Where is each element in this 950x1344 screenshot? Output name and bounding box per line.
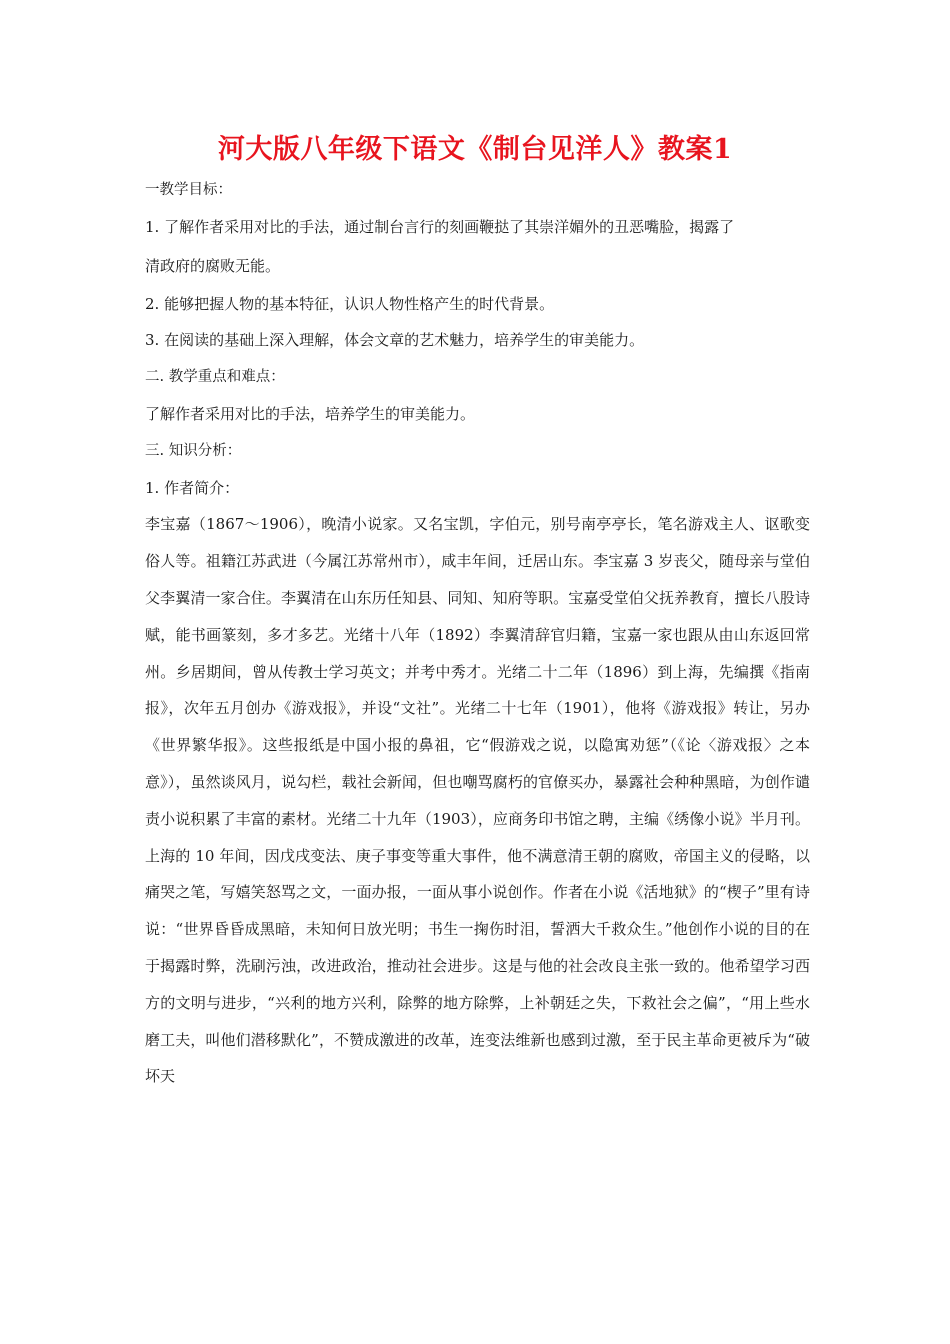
analysis-heading: 三. 知识分析： — [145, 442, 242, 459]
objective-3: 3. 在阅读的基础上深入理解，体会文章的艺术魅力，培养学生的审美能力。 — [145, 331, 645, 350]
document-body — [145, 172, 810, 1095]
document-title: 河大版八年级下语文《制台见洋人》教案1 — [217, 134, 733, 165]
objective-1-line-1: 1. 了解作者采用对比的手法，通过制台言行的刻画鞭挞了其崇洋媚外的丑恶嘴脸，揭露了 — [145, 217, 735, 236]
objectives-heading: 一教学目标： — [145, 182, 232, 198]
objective-2: 2. 能够把握人物的基本特征，认识人物性格产生的时代背景。 — [145, 294, 555, 313]
objective-1-line-2: 清政府的腐败无能。 — [145, 256, 281, 275]
author-bio: 李宝嘉（1867～1906），晚清小说家。又名宝凯，字伯元，别号南亭亭长，笔名游戏主人、讴歌变俗人等。祖籍江苏武进（今属江苏常州市），咸丰年间，迁居山东。李宝嘉 3 岁丧父，随母亲与堂伯父李翼清一家合住。李翼清在山东历任知县、同知、知府等职。宝嘉受堂伯父抚养教育，擅长八股诗赋，能书画篆刻，多才多艺。光绪十八年（1892）李翼清辞官归籍，宝嘉一家也跟从由山东返回常州。乡居期间，曾从传教士学习英文；并考中秀才。光绪二十二年（1896）到上海，先编撰《指南报》，次年五月创办《游戏报》，并设“文社”。光绪二十七年（1901），他将《游戏报》转让，另办《世界繁华报》。这些报纸是中国小报的鼻祖，它“假游戏之说，以隐寓劝惩”（《论〈游戏报〉之本意》），虽然谈风月，说勾栏，载社会新闻，但也嘲骂腐朽的官僚买办，暴露社会种种黑暗，为创作谴责小说积累了丰富的素材。光绪二十九年（1903），应商务印书馆之聘，主编《绣像小说》半月刊。上海的 10 年间，因戊戌变法、庚子事变等重大事件，他不满意清王朝的腐败，帝国主义的侵略，以痛哭之笔，写嬉笑怒骂之文，一面办报，一面从事小说创作。作者在小说《活地狱》的“楔子”里有诗说：“世界昏昏成黑暗，未知何日放光明；书生一掬伤时泪，誓洒大千救众生。”他创作小说的目的在于揭露时弊，洗刷污浊，改进政治，推动社会进步。这是与他的社会改良主张一致的。他希望学习西方的文明与进步，“兴利的地方兴利，除弊的地方除弊，上补朝廷之失，下救社会之偏”，“用上些水磨工夫，叫他们潜移默化”，不赞成激进的改革，连变法维新也感到过激，至于民主革命更被斥为“破坏天 — [145, 515, 810, 1086]
keypoints-heading: 二. 教学重点和难点： — [145, 369, 285, 386]
author-heading: 1. 作者简介： — [145, 478, 240, 497]
keypoints-text: 了解作者采用对比的手法，培养学生的审美能力。 — [145, 404, 476, 423]
